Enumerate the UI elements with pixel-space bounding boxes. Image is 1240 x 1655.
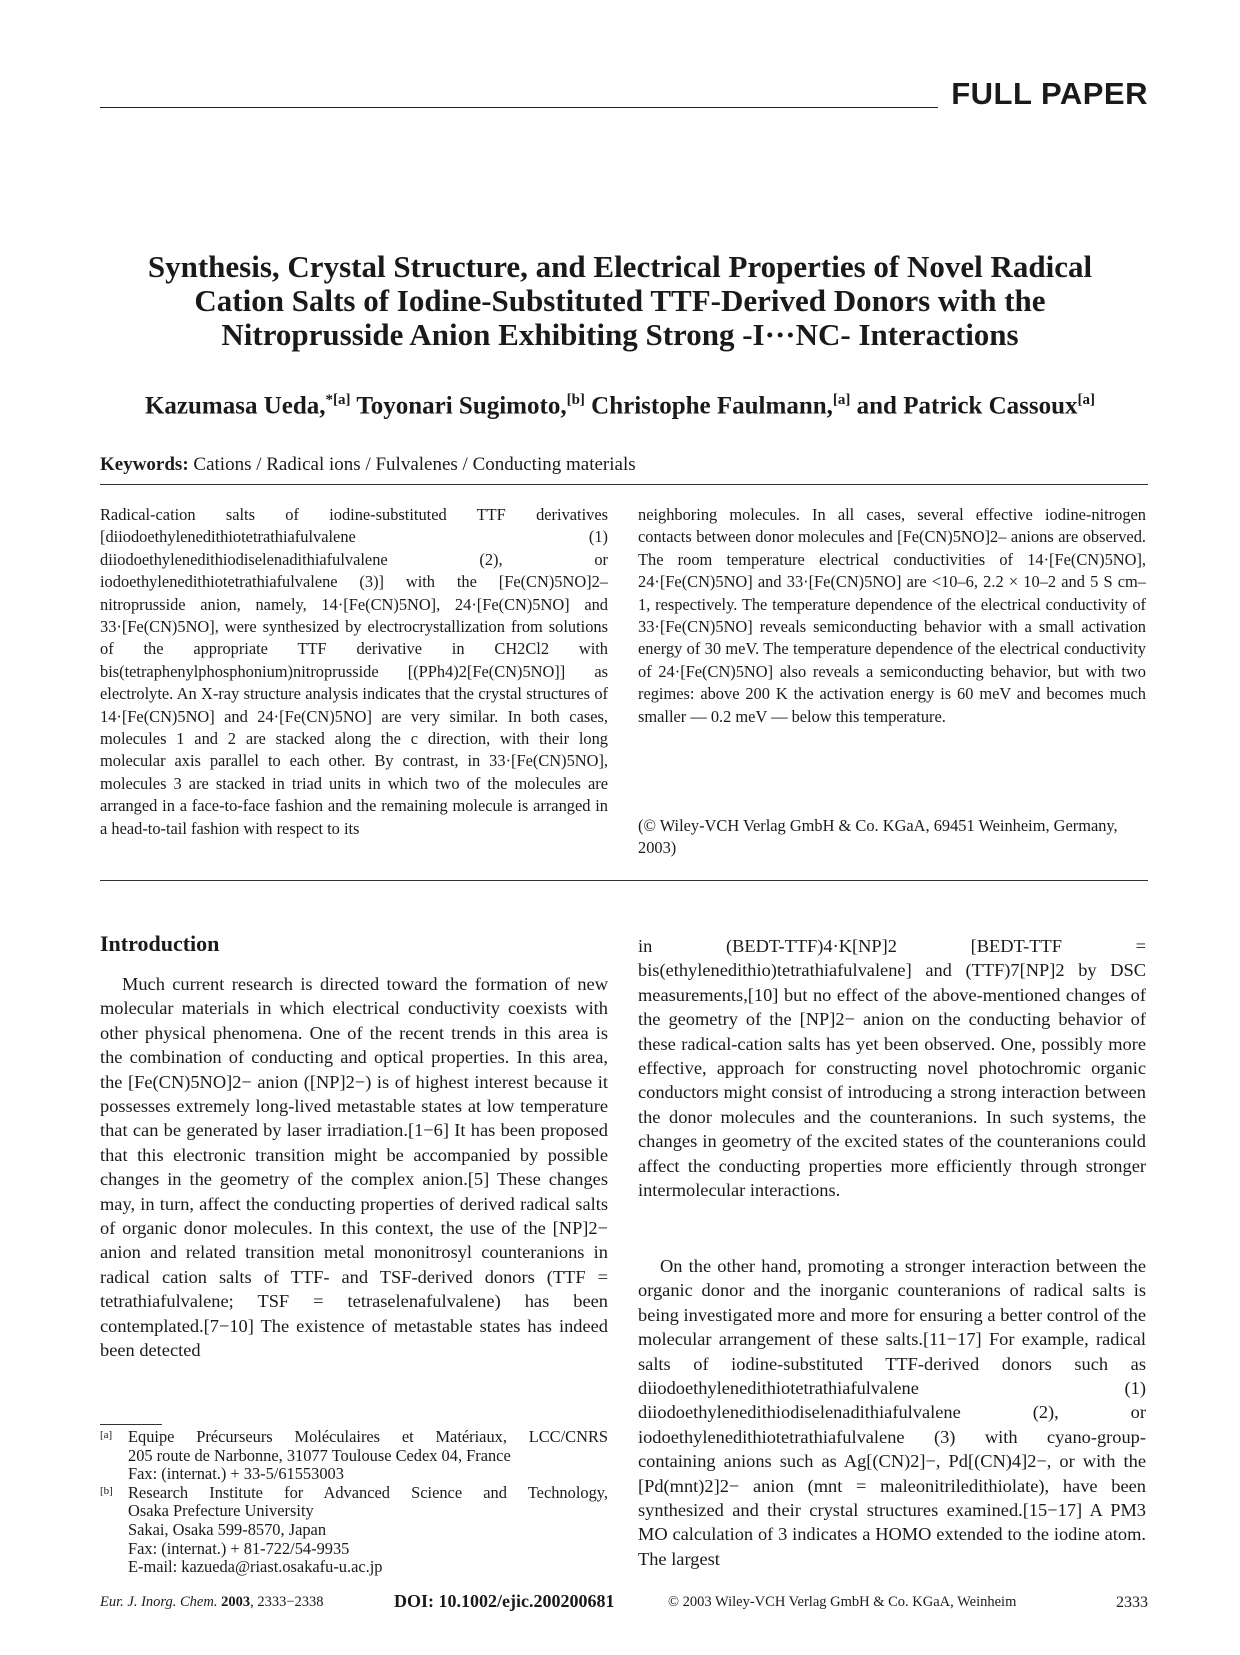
footnote-line: 205 route de Narbonne, 31077 Toulouse Cedex 04, France [128, 1445, 511, 1465]
journal-citation [100, 1594, 324, 1611]
author-affiliation: [a] [832, 392, 851, 408]
footnote-rule [100, 1424, 162, 1425]
footnote-line: Research Institute for Advanced Science and Technology, [128, 1482, 608, 1502]
author-name: Kazumasa Ueda, [144, 392, 326, 420]
footnote-line: Osaka Prefecture University [128, 1501, 314, 1521]
footnote-email: E-mail: kazueda@riast.osakafu-u.ac.jp [128, 1557, 383, 1577]
footnote-b [100, 1484, 608, 1577]
footnote-marker: [a] [100, 1429, 113, 1441]
abstract-right-column: neighboring molecules. In all cases, several effective iodine-nitrogen contacts between donor molecules and [Fe(CN)5NO]2– anions are observed. The room temperature electrical conductivities of 14·[Fe(CN)5NO], 24·[Fe(CN)5NO] and 33·[Fe(CN)5NO] are <10–6, 2.2 × 10–2 and 5 S cm–1, respectively. The temperature dependence of the electrical conductivity of 33·[Fe(CN)5NO] reveals semiconducting behavior with a small activation energy of 30 meV. The temperature dependence of the electrical conductivity of 24·[Fe(CN)5NO] also reveals a semiconducting behavior, but with two regimes: above 200 K the activation energy is 60 meV and becomes much smaller — 0.2 meV — below this temperature. [638, 505, 1146, 726]
intro-paragraph-2: On the other hand, promoting a stronger interaction between the organic donor and the inorganic counteranions of radical salts is being investigated more and more for ensuring a better control of the molecular arrangement of these salts.[11−17] For example, radical salts of iodine-substituted TTF-derived donors such as diiodoethylenedithiotetrathiafulvalene (1) diiodoethylenedithiodiselenadithiafulvalene (2), or iodoethylenedithiotetrathiafulvalene (3) with cyano-group-containing anions such as Ag[(CN)2]−, Pd[(CN)4]2−, or with the [Pd(mnt)2]2− anion (mnt = maleonitriledithiolate), have been synthesized and their crystal structures examined.[15−17] A PM3 MO calculation of 3 indicates a HOMO extended to the iodine atom. The largest [638, 1256, 1146, 1569]
abstract-left-column: Radical-cation salts of iodine-substituted TTF derivatives [diiodoethylenedithiotetrathiafulvalene (1) diiodoethylenedithiodiselenadithiafulvalene (2), or iodoethylenedithiotetrathiafulvalene (3)] with the [Fe(CN)5NO]2– nitroprusside anion, namely, 14·[Fe(CN)5NO], 24·[Fe(CN)5NO] and 33·[Fe(CN)5NO], were synthesized by electrocrystallization from solutions of the appropriate TTF derivative in CH2Cl2 with bis(tetraphenylphosphonium)nitroprusside [(PPh4)2[Fe(CN)5NO]] as electrolyte. An X-ray structure analysis indicates that the crystal structures of 14·[Fe(CN)5NO] and 24·[Fe(CN)5NO] are very similar. In both cases, molecules 1 and 2 are stacked along the c direction, with their long molecular axis parallel to each other. By contrast, in 33·[Fe(CN)5NO], molecules 3 are stacked in triad units in which two of the molecules are arranged in a face-to-face fashion and the remaining molecule is arranged in a head-to-tail fashion with respect to its [100, 505, 608, 838]
author-affiliation: [a] [1077, 392, 1096, 408]
affiliation-footnotes [100, 1428, 608, 1577]
journal-name: Eur. J. Inorg. Chem. [100, 1594, 218, 1610]
header-rule [100, 107, 938, 108]
intro-paragraph-1-continued: in (BEDT-TTF)4·K[NP]2 [BEDT-TTF = bis(ethylenedithio)tetrathiafulvalene] and (TTF)7[NP]2 by DSC measurements,[10] but no effect of the above-mentioned changes of the geometry of the [NP]2− anion on the conducting behavior of these radical-cation salts has yet been observed. One, possibly more effective, approach for constructing novel photochromic organic conductors might consist of introducing a strong interaction between the donor molecules and the counteranions. In such systems, the changes in geometry of the excited states of the counteranions could affect the conducting properties more efficiently through stronger intermolecular interactions. [638, 936, 1146, 1201]
footnote-a [100, 1428, 608, 1484]
journal-pages: , 2333−2338 [250, 1594, 324, 1610]
footnote-marker: [b] [100, 1484, 113, 1497]
journal-year: 2003 [221, 1594, 251, 1610]
article-title: Synthesis, Crystal Structure, and Electrical Properties of Novel Radical Cation Salts of Iodine-Substituted TTF-Derived Donors with the Nitroprusside Anion Exhibiting Strong -I···NC- Interactions [147, 249, 1093, 352]
abstract-rule [100, 880, 1148, 881]
keywords-text: Cations / Radical ions / Fulvalenes / Conducting materials [193, 454, 636, 475]
page-number: 2333 [1116, 1594, 1148, 1611]
author-affiliation: *[a] [325, 392, 351, 408]
section-heading: Introduction [100, 931, 220, 956]
doi: DOI: 10.1002/ejic.200200681 [394, 1591, 615, 1611]
footnote-line: Fax: (internat.) + 33-5/61553003 [128, 1464, 344, 1484]
footnote-line: Sakai, Osaka 599-8570, Japan [128, 1519, 327, 1539]
footnote-line: Fax: (internat.) + 81-722/54-9935 [128, 1538, 350, 1558]
abstract-copyright: (© Wiley-VCH Verlag GmbH & Co. KGaA, 69451 Weinheim, Germany, 2003) [638, 816, 1118, 858]
author-name: Christophe Faulmann, [591, 392, 833, 420]
author-name: and Patrick Cassoux [856, 392, 1078, 420]
keywords-label: Keywords: [100, 454, 189, 475]
author-affiliation: [b] [566, 392, 585, 408]
intro-paragraph-1: Much current research is directed toward the formation of new molecular materials in which electrical conductivity coexists with other physical phenomena. One of the recent trends in this area is the combination of conducting and optical properties. In this area, the [Fe(CN)5NO]2− anion ([NP]2−) is of highest interest because it possesses extremely long-lived metastable states at low temperature that can be generated by laser irradiation.[1−6] It has been proposed that this electronic transition might be accompanied by possible changes in the geometry of the complex anion.[5] These changes may, in turn, affect the conducting properties of derived radical salts of organic donor molecules. In this context, the use of the [NP]2− anion and related transition metal mononitrosyl counteranions in radical cation salts of TTF- and TSF-derived donors (TTF = tetrathiafulvalene; TSF = tetraselenafulvalene) has been contemplated.[7−10] The existence of metastable states has indeed been detected [100, 974, 608, 1361]
footnote-line: Equipe Précurseurs Moléculaires et Matériaux, LCC/CNRS [128, 1427, 608, 1446]
author-name: Toyonari Sugimoto, [356, 392, 567, 420]
keywords-rule [100, 484, 1148, 485]
section-label: FULL PAPER [951, 76, 1148, 111]
author-list [100, 385, 1140, 421]
publisher-notice: © 2003 Wiley-VCH Verlag GmbH & Co. KGaA, Weinheim [668, 1594, 1017, 1610]
page-footer [100, 1592, 1148, 1612]
keywords [100, 453, 636, 477]
